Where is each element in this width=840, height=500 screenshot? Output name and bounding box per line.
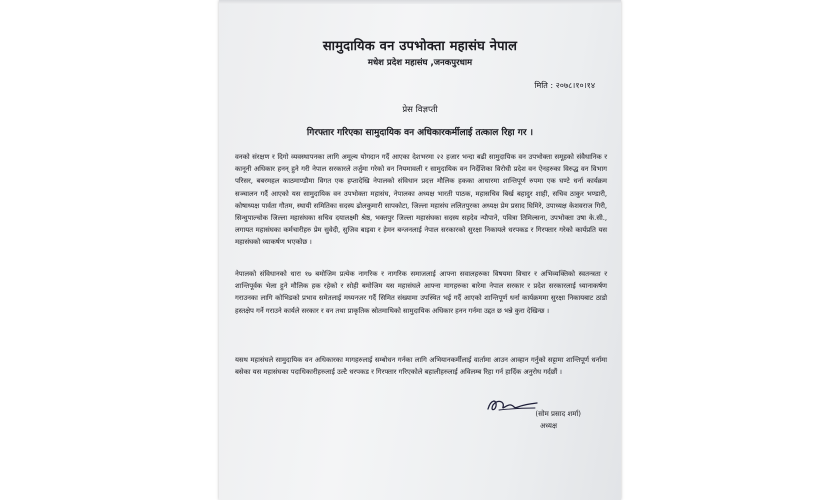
- signer-role: अध्यक्ष: [539, 422, 557, 430]
- press-release-label: प्रेस विज्ञप्ती: [402, 105, 438, 115]
- letter-paragraph: नेपालको संविधानको धारा १७ बमोजिम प्रत्येक नागरिक र नागरिक समाजलाई आफ्ना सवालहरुका विषयमा विचार र अभिव्यक्तिको स्वतन्त्रता र शान्तिपूर्वक भेला हुने मौलिक हक रहेको र सोही बमोजिम यस महासंघले आफ्ना मागहरुका बारेमा नेपाल सरकार र प्रदेश सरकारलाई ध्यानाकर्षण गराउनका लागि कोभिडको प्रभाव समेतलाई मध्यनजर गर्दै सिमित संख्यामा उपस्थित भई गर्दै आएको शान्तिपूर्ण धर्ना कार्यक्रममा सुरक्षा निकायबाट ठाडो हस्तक्षेप गर्ने गराउने कार्यले सरकार र वन तथा प्राकृतिक स्रोतमाथिको सामुदायिक अधिकार हनन गर्नमा उद्दत छ भन्ने कुरा देखिन्छ ।: [235, 270, 607, 315]
- letter-paragraph: वनको संरक्षण र दिगो व्यवस्थापनका लागि अमूल्य योगदान गर्दै आएका देशभरमा २२ हजार भन्दा बढी सामुदायिक वन उपभोक्ता समूहको संवैधानिक र कानूनी अधिकार हनन् हुने गरी नेपाल सरकारले तर्जुमा गरेको वन नियमावली र सामुदायिक वन निर्देशिका विरोधी प्रदेश वन ऐनहरुका विरुद्ध वन विभाग परिसर, बबरमहल काठमाण्डौमा विगत एक हप्तादेखि नेपालको संविधान प्रदत्त मौलिक हकका आधारमा शान्तिपूर्ण रुपमा एक घण्टे धर्ना कार्यक्रम सञ्चालन गर्दै आएको यस सामुदायिक वन उपभोक्ता महासंघ, नेपालका अध्यक्ष भारती पाठक, महासचिव बिर्ख बहादुर शाही, सचिव ठाकुर भण्डारी, कोषाध्यक्ष पार्वता गौतम, स्थायी समितिका सदस्य ढोलकुमारी सापकोटा, जिल्ला महासंघ ललितपुरका अध्यक्ष प्रेम प्रसाद घिमिरे, उपाध्यक्ष केशवराज गिरी, सिन्धुपाल्चोक जिल्ला महासंघका सचिव दयालक्ष्मी श्रेष्ठ, भक्तपुर जिल्ला महासंघका सदस्य सहदेव न्यौपाने, पवित्रा तिमिल्सना, उपभोक्ता उषा के.सी., लगायत महासंघका कर्मचारीहरु प्रेम सुवेदी, सुजिव बाइवा र हेमन बन्जनलाई नेपाल सरकारको सुरक्षा निकायले धरपकड र गिरफ्तार गरेको कार्यप्रति यस महासंघको ध्याकर्षण भएकोछ ।: [235, 153, 607, 247]
- letter-date: मिति : २०७८।१०।१४: [534, 81, 595, 90]
- organization-title: सामुदायिक वन उपभोक्ता महासंघ नेपाल: [322, 39, 518, 54]
- press-release-letter: [219, 0, 621, 500]
- paper-fold: [219, 0, 621, 4]
- signer-name: (सोम प्रसाद शर्मा): [535, 410, 581, 418]
- letter-paragraph: यसथ महासंघले सामुदायिक वन अधिकारका मागहरुलाई सम्बोधन गर्नका लागि अभियानकर्मीलाई वार्तामा आउन आव्हान गर्नुको सट्टामा शान्तिपूर्ण धर्नामा बसेका यस महासंघका पदाधिकारीहरुलाई उल्टै धरपकड र गिरफ्तार गरिएकोले बहालीहरुलाई अविलम्ब रिहा गर्न हार्दिक अनुरोध गर्दछौं ।: [235, 356, 607, 377]
- organization-subtitle: मधेश प्रदेश महासंघ ,जनकपुरधाम: [367, 58, 473, 68]
- letter-headline: गिरफ्तार गरिएका सामुदायिक वन अधिकारकर्मीलाई तत्काल रिहा गर ।: [306, 128, 534, 138]
